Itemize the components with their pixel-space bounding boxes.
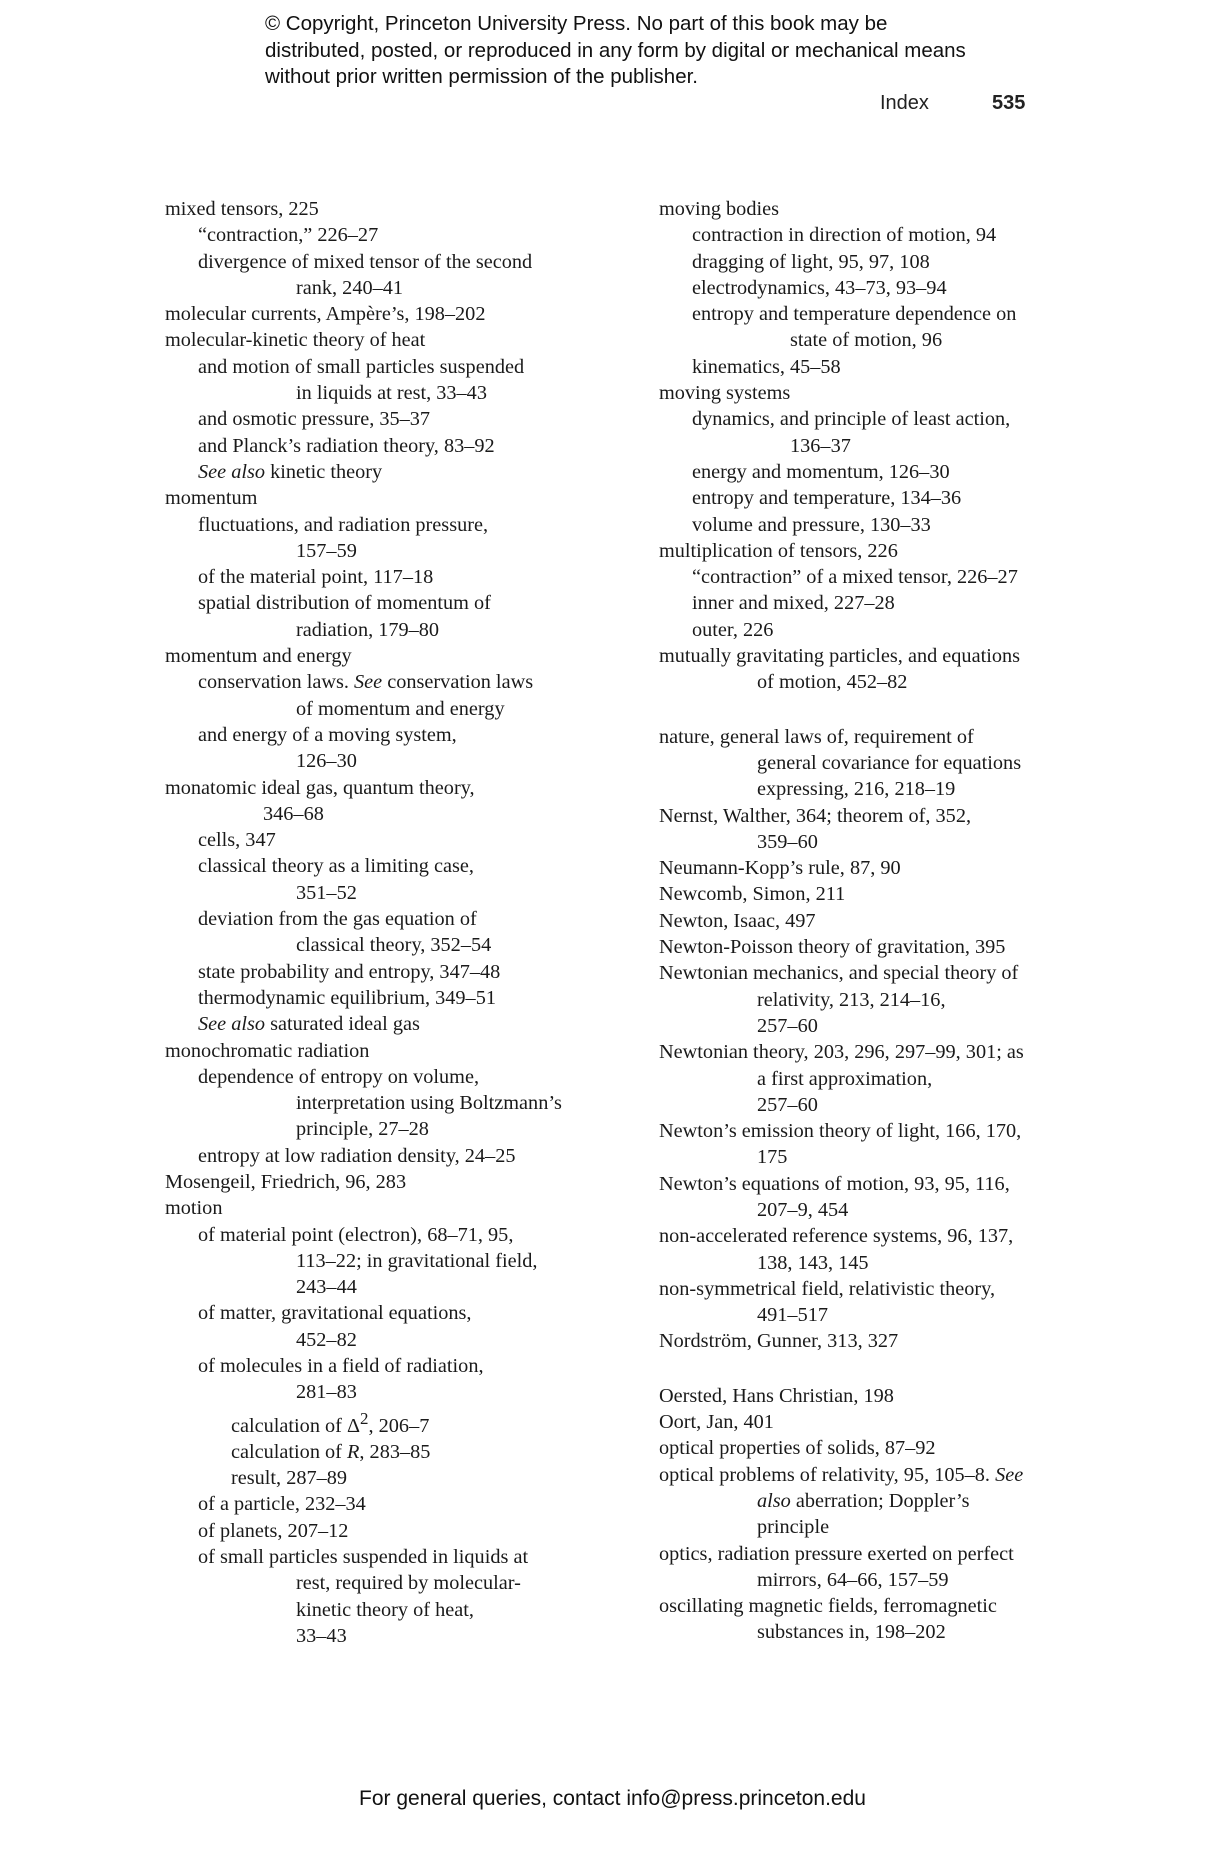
index-entry: Newton, Isaac, 497 — [659, 909, 816, 932]
index-entry: moving systems — [659, 382, 791, 405]
index-subentry: dragging of light, 95, 97, 108 — [692, 250, 930, 273]
index-entry: non-accelerated reference systems, 96, 137, 138, 143, 145 — [659, 1225, 1014, 1274]
letter-group-gap — [659, 1355, 1129, 1383]
index-subentry: entropy and temperature, 134–36 — [692, 487, 962, 510]
index-subentry: thermodynamic equilibrium, 349–51 — [198, 986, 496, 1009]
index-subentry: and motion of small particles suspended in liquids at rest, 33–43 — [198, 355, 525, 405]
index-subentry: of the material point, 117–18 — [198, 566, 434, 589]
index-subentry: divergence of mixed tensor of the second rank, 240–41 — [198, 250, 533, 299]
index-subentry: and energy of a moving system, 126–30 — [198, 723, 457, 773]
index-entry: optical problems of relativity, 95, 105–8. See also aberration; Doppler’s principle — [659, 1463, 1024, 1539]
section-label: Index — [880, 92, 929, 114]
index-entry: optics, radiation pressure exerted on perfect mirrors, 64–66, 157–59 — [659, 1542, 1014, 1591]
index-entry: Newcomb, Simon, 211 — [659, 883, 846, 906]
index-entry: Newton’s equations of motion, 93, 95, 116, 207–9, 454 — [659, 1172, 1010, 1221]
index-subentry: energy and momentum, 126–30 — [692, 460, 950, 483]
index-entry: momentum and energy — [165, 645, 352, 668]
index-entry: Mosengeil, Friedrich, 96, 283 — [165, 1170, 407, 1193]
index-subentry: contraction in direction of motion, 94 — [692, 224, 997, 247]
index-subentry: of a particle, 232–34 — [198, 1493, 366, 1516]
index-entry: Oersted, Hans Christian, 198 — [659, 1384, 894, 1407]
index-subentry: and osmotic pressure, 35–37 — [198, 408, 431, 431]
index-entry: moving bodies — [659, 198, 779, 220]
index-subentry: calculation of R, 283–85 — [231, 1440, 431, 1463]
index-subentry: dependence of entropy on volume, interpretation using Boltzmann’s principle, 27–28 — [198, 1065, 562, 1141]
letter-group-gap — [659, 696, 1129, 724]
index-subentry: outer, 226 — [692, 618, 774, 641]
index-subentry: classical theory as a limiting case, 351–52 — [198, 855, 474, 904]
index-subentry: of small particles suspended in liquids at rest, required by molecular- kinetic theory of heat, 33–43 — [198, 1545, 529, 1647]
index-subentry: inner and mixed, 227–28 — [692, 592, 895, 615]
index-subentry: of molecules in a field of radiation, 281–83 — [198, 1355, 484, 1404]
index-subentry: and Planck’s radiation theory, 83–92 — [198, 434, 495, 457]
index-subentry: deviation from the gas equation of classical theory, 352–54 — [198, 908, 492, 957]
index-column-left — [165, 196, 635, 1649]
index-entry: nature, general laws of, requirement of general covariance for equations expressing, 216, 218–19 — [659, 725, 1022, 801]
index-entry: Oort, Jan, 401 — [659, 1411, 774, 1434]
index-entry: molecular-kinetic theory of heat — [165, 329, 426, 352]
index-entry: Newtonian theory, 203, 296, 297–99, 301; as a first approximation, 257–60 — [659, 1041, 1024, 1116]
index-subentry: of planets, 207–12 — [198, 1519, 349, 1542]
index-entry: molecular currents, Ampère’s, 198–202 — [165, 303, 486, 326]
index-entry: Nernst, Walther, 364; theorem of, 352, 359–60 — [659, 804, 972, 853]
index-entry: Newtonian mechanics, and special theory of relativity, 213, 214–16, 257–60 — [659, 962, 1019, 1037]
index-subentry: cells, 347 — [198, 829, 276, 852]
index-subentry: of matter, gravitational equations, 452–82 — [198, 1302, 472, 1351]
index-subentry: “contraction” of a mixed tensor, 226–27 — [692, 566, 1018, 589]
index-subentry: dynamics, and principle of least action, 136–37 — [692, 408, 1011, 457]
index-entry: oscillating magnetic fields, ferromagnetic substances in, 198–202 — [659, 1595, 997, 1644]
index-entry: optical properties of solids, 87–92 — [659, 1437, 936, 1460]
index-column-right — [659, 196, 1129, 1646]
index-subentry: calculation of $\Delta^2$, 206–7 — [231, 1408, 430, 1437]
index-entry: Neumann-Kopp’s rule, 87, 90 — [659, 857, 901, 880]
index-subentry: spatial distribution of momentum of radiation, 179–80 — [198, 592, 491, 641]
index-entry: momentum — [165, 487, 258, 510]
index-subentry: fluctuations, and radiation pressure, 157–59 — [198, 513, 489, 562]
index-entry: mutually gravitating particles, and equations of motion, 452–82 — [659, 645, 1021, 694]
index-entry: Newton-Poisson theory of gravitation, 395 — [659, 936, 1006, 959]
index-entry: monatomic ideal gas, quantum theory, 346–68 — [165, 776, 475, 825]
index-entry: Nordström, Gunner, 313, 327 — [659, 1330, 899, 1353]
index-subentry: “contraction,” 226–27 — [198, 224, 379, 247]
index-entry: non-symmetrical field, relativistic theory, 491–517 — [659, 1277, 996, 1327]
index-entry: monochromatic radiation — [165, 1039, 370, 1062]
index-subentry: entropy at low radiation density, 24–25 — [198, 1144, 516, 1167]
index-subentry: entropy and temperature dependence on state of motion, 96 — [692, 303, 1017, 352]
index-entry: mixed tensors, 225 — [165, 198, 319, 220]
index-subentry: kinematics, 45–58 — [692, 355, 841, 378]
index-subentry: state probability and entropy, 347–48 — [198, 960, 501, 983]
index-entry: Newton’s emission theory of light, 166, 170, 175 — [659, 1120, 1022, 1169]
index-subentry: conservation laws. See conservation laws of momentum and energy — [198, 671, 534, 720]
page-number: 535 — [992, 92, 1026, 114]
index-subentry: of material point (electron), 68–71, 95, 113–22; in gravitational field, 243–44 — [198, 1223, 538, 1299]
copyright-notice: © Copyright, Princeton University Press. No part of this book may be distributed, posted, or reproduced in any form by digital or mechanical means without prior written permission of the publisher. — [265, 12, 966, 88]
index-entry: multiplication of tensors, 226 — [659, 539, 898, 562]
index-subentry: result, 287–89 — [231, 1467, 348, 1490]
index-subentry: See also saturated ideal gas — [198, 1013, 420, 1036]
index-subentry: electrodynamics, 43–73, 93–94 — [692, 276, 947, 299]
footer-contact: For general queries, contact info@press.princeton.edu — [359, 1787, 866, 1810]
index-entry: motion — [165, 1197, 223, 1220]
index-subentry: See also kinetic theory — [198, 460, 383, 483]
index-subentry: volume and pressure, 130–33 — [692, 513, 931, 536]
